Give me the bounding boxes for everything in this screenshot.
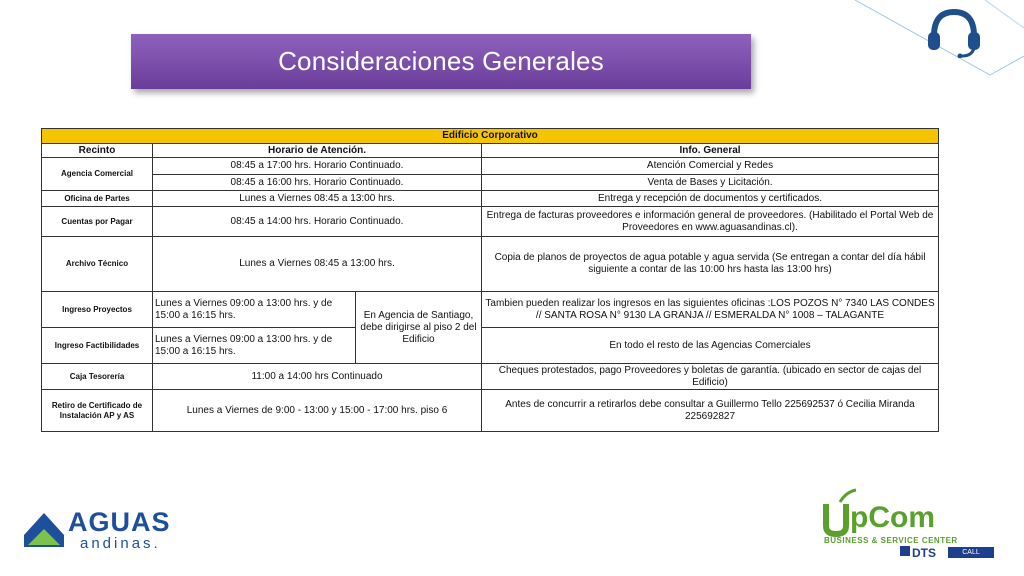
table-row (42, 191, 939, 207)
header-info: Info. General (482, 144, 939, 158)
info-cell: Antes de concurrir a retirarlos debe consultar a Guillermo Tello 225692537 ó Cecilia Miranda 225692827 (482, 390, 939, 432)
table-row (42, 364, 939, 390)
schedule-table (41, 128, 939, 432)
horario-cell: Lunes a Viernes de 9:00 - 13:00 y 15:00 - 17:00 hrs. piso 6 (153, 390, 482, 432)
recinto-cell: Caja Tesorería (42, 364, 153, 390)
recinto-cell: Retiro de Certificado de Instalación AP y AS (42, 390, 153, 432)
upcom-logo-name: pCom (850, 501, 935, 534)
horario-cell: 08:45 a 14:00 hrs. Horario Continuado. (153, 207, 482, 237)
lugar-cell: En Agencia de Santiago, debe dirigirse al piso 2 del Edificio (356, 292, 482, 364)
aguas-logo-name: AGUAS (68, 507, 171, 537)
title-banner (131, 34, 751, 89)
horario-cell: Lunes a Viernes 09:00 a 13:00 hrs. y de 15:00 a 16:15 hrs. (153, 292, 356, 328)
dts-logo-text: DTS (912, 546, 936, 560)
horario-cell: Lunes a Viernes 09:00 a 13:00 hrs. y de 15:00 a 16:15 hrs. (153, 328, 356, 364)
recinto-cell: Ingreso Factibilidades (42, 328, 153, 364)
table-row (42, 207, 939, 237)
table-band-title: Edificio Corporativo (42, 129, 939, 144)
info-cell: Entrega y recepción de documentos y certificados. (482, 191, 939, 207)
recinto-cell: Agencia Comercial (42, 158, 153, 191)
table-row (42, 237, 939, 292)
aguas-logo-sub: andinas. (80, 535, 161, 552)
info-cell: Atención Comercial y Redes (482, 158, 939, 175)
recinto-cell: Ingreso Proyectos (42, 292, 153, 328)
header-recinto: Recinto (42, 144, 153, 158)
recinto-cell: Oficina de Partes (42, 191, 153, 207)
info-cell: Cheques protestados, pago Proveedores y boletas de garantía. (ubicado en sector de cajas del Edificio) (482, 364, 939, 390)
table-row (42, 390, 939, 432)
info-cell: En todo el resto de las Agencias Comerciales (482, 328, 939, 364)
upcom-tagline: BUSINESS & SERVICE CENTER (824, 536, 958, 545)
horario-cell: 08:45 a 17:00 hrs. Horario Continuado. (153, 158, 482, 175)
info-cell: Venta de Bases y Licitación. (482, 175, 939, 191)
info-cell: Copia de planos de proyectos de agua potable y agua servida (Se entregan a contar del día hábil siguiente a contar de las 10:00 hrs hasta las 13:00 hrs) (482, 237, 939, 292)
horario-cell: Lunes a Viernes 08:45 a 13:00 hrs. (153, 191, 482, 207)
slide-title: Consideraciones Generales (278, 46, 604, 76)
call-center-badge: CALL CENTER (948, 547, 994, 558)
headset-icon (922, 6, 986, 58)
recinto-cell: Cuentas por Pagar (42, 207, 153, 237)
info-cell: Entrega de facturas proveedores e información general de proveedores. (Habilitado el Portal Web de Proveedores en www.aguasandinas.cl). (482, 207, 939, 237)
table-row (42, 175, 939, 191)
table-row (42, 292, 939, 328)
table-row (42, 328, 939, 364)
header-horario: Horario de Atención. (153, 144, 482, 158)
info-cell: Tambien pueden realizar los ingresos en las siguientes oficinas :LOS POZOS N° 7340 LAS CONDES // SANTA ROSA N° 9130 LA GRANJA // ESMERALDA N° 1008 – TALAGANTE (482, 292, 939, 328)
table-row (42, 158, 939, 175)
horario-cell: 08:45 a 16:00 hrs. Horario Continuado. (153, 175, 482, 191)
recinto-cell: Archivo Técnico (42, 237, 153, 292)
horario-cell: 11:00 a 14:00 hrs Continuado (153, 364, 482, 390)
horario-cell: Lunes a Viernes 08:45 a 13:00 hrs. (153, 237, 482, 292)
